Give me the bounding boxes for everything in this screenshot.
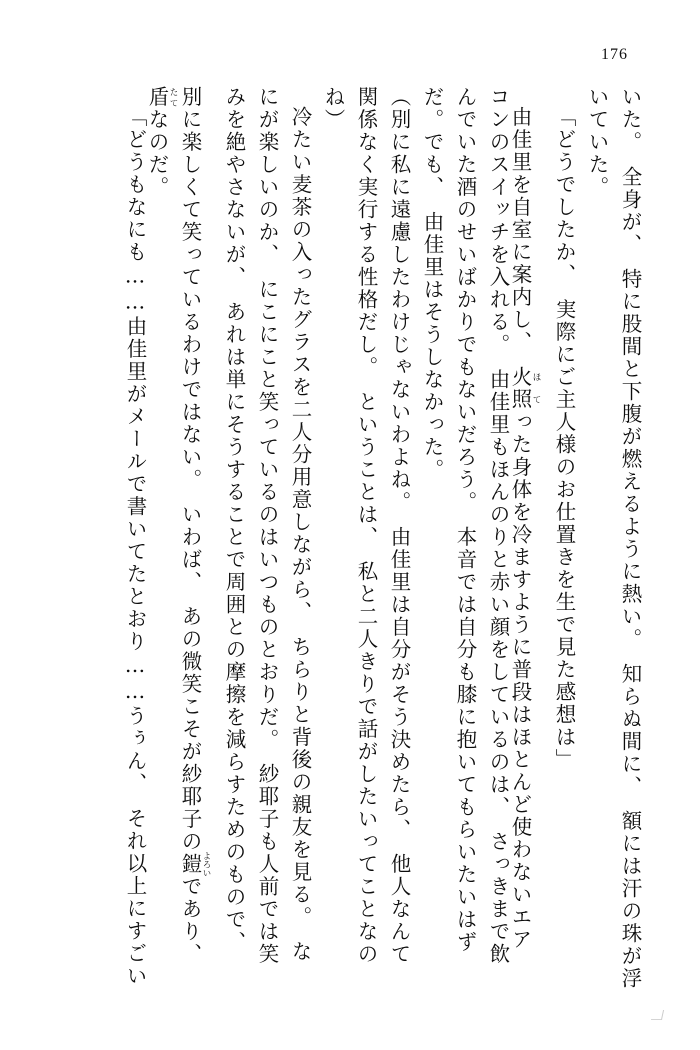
text-line: みを絶やさないが、 あれは単にそうすることで周囲との摩擦を減らすためのもので、 — [222, 86, 246, 954]
text-line: 由佳里を自室に案内し、 火 ほ照 てった身体を冷ますように普段はほとんど使わないエア — [508, 106, 541, 951]
text-line: にが楽しいのか、 にこにこと笑っているのはいつものとおりだ。 紗耶子も人前では笑 — [255, 86, 279, 966]
text-line: いていた。 — [585, 86, 609, 199]
text-line: 「どうもなにも……由佳里がメールで書いてたとおり……うぅん、 それ以上にすごい — [123, 106, 147, 988]
vertical-text-body — [56, 86, 640, 990]
text-line: いた。 全身が、 特に股間と下腹が燃えるように熱い。 知らぬ間に、 額には汗の珠が浮 — [618, 86, 642, 990]
text-line: （別に私に遠慮したわけじゃないわよね。 由佳里は自分がそう決めたら、 他人なんて — [387, 86, 411, 966]
text-line: 関係なく実行する性格だし。 ということは、 私と二人きりで話がしたいってことなの — [354, 86, 378, 966]
text-line: 冷たい麦茶の入ったグラスを二人分用意しながら、 ちらりと背後の親友を見る。 な — [288, 106, 312, 963]
page-number: 176 — [601, 46, 628, 63]
text-line: んでいた酒のせいばかりでもないだろう。 本音では自分も膝に抱いてもらいたいはず — [453, 86, 477, 954]
text-line: コンのスイッチを入れる。 由佳里もほんのりと赤い顔をしているのは、 さっきまで飲 — [486, 86, 510, 966]
page-corner-fold — [652, 1010, 666, 1022]
text-line: 別に楽しくて笑っているわけではない。 いわば、 あの微笑こそが紗耶子の鎧 よろいであり、 — [178, 86, 211, 966]
text-line: ね） — [321, 86, 345, 131]
text-line: 盾 たてなのだ。 — [145, 86, 178, 199]
text-line: 「どうでしたか、 実際にご主人様のお仕置きを生で見た感想は」 — [552, 106, 576, 771]
text-line: だ。でも、 由佳里はそうしなかった。 — [420, 86, 444, 481]
